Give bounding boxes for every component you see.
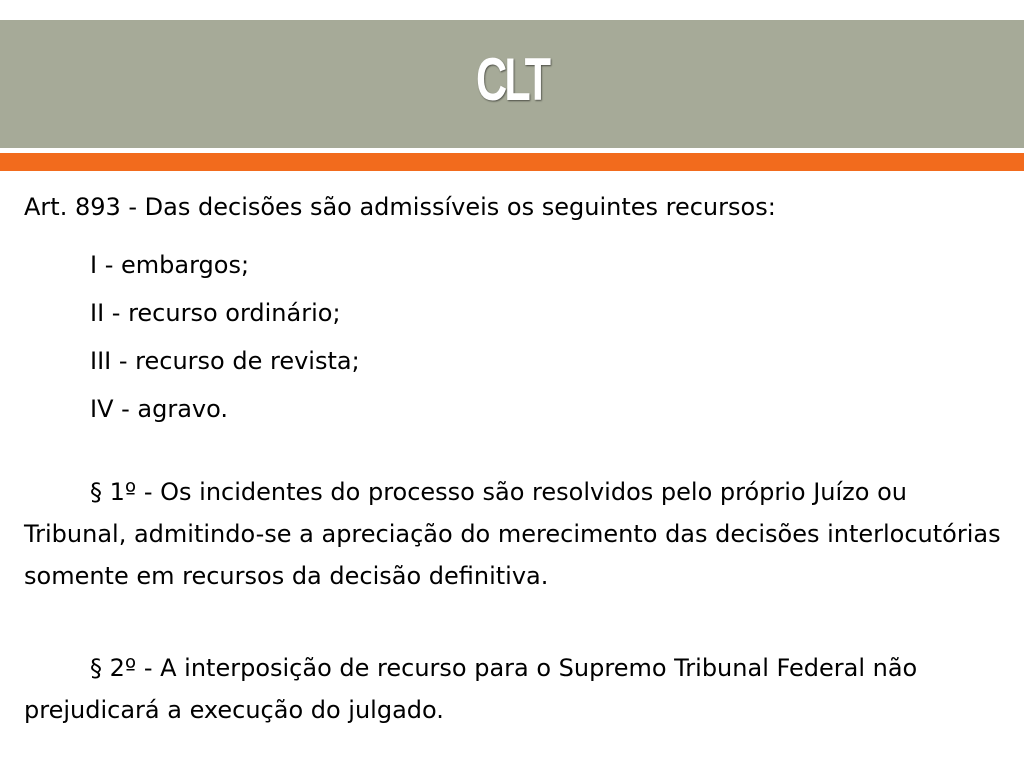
slide-body bbox=[24, 188, 1014, 731]
list-item: II - recurso ordinário; bbox=[90, 299, 341, 327]
accent-bar bbox=[0, 153, 1024, 171]
list-item: III - recurso de revista; bbox=[90, 347, 360, 375]
article-heading: Art. 893 - Das decisões são admissíveis os seguintes recursos: bbox=[24, 193, 776, 221]
list-item: IV - agravo. bbox=[90, 395, 229, 423]
list-item: I - embargos; bbox=[90, 251, 250, 279]
paragraph-1: § 1º - Os incidentes do processo são resolvidos pelo próprio Juízo ou Tribunal, admitindo-se a apreciação do merecimento das decisões interlocutórias somente em recursos da decisão definitiva. bbox=[24, 478, 1001, 590]
slide-title: CLT bbox=[475, 46, 549, 113]
title-band bbox=[0, 20, 1024, 148]
paragraph-2: § 2º - A interposição de recurso para o Supremo Tribunal Federal não prejudicará a execução do julgado. bbox=[24, 654, 918, 724]
